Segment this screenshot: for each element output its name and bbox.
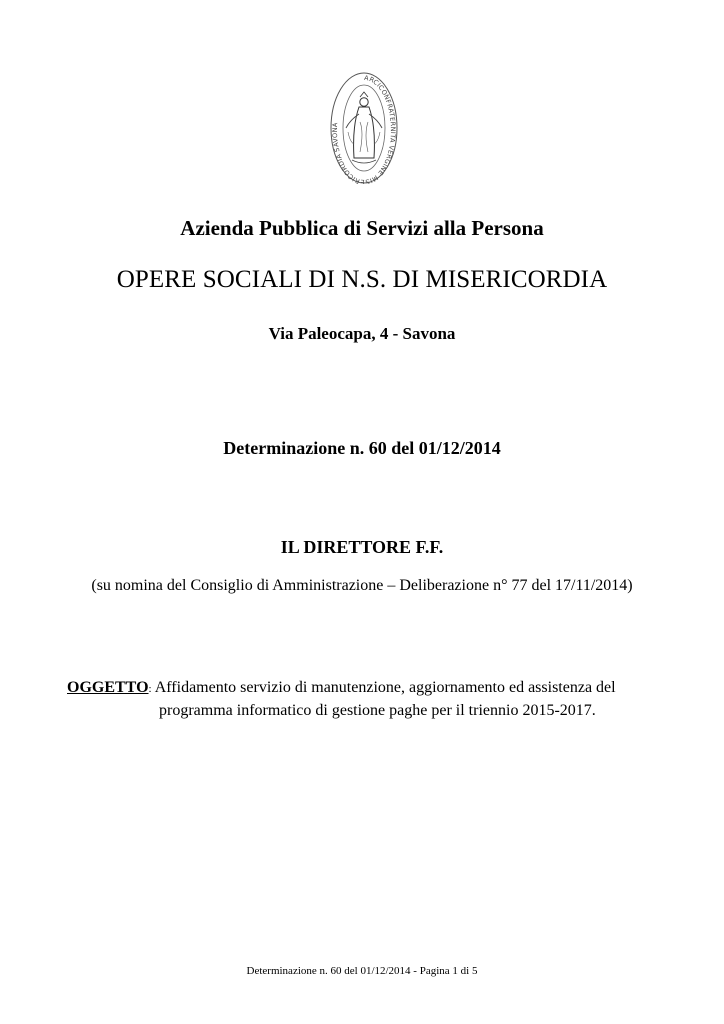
director-title: IL DIRETTORE F.F. — [280, 537, 444, 557]
address: Via Paleocapa, 4 - Savona — [268, 324, 456, 343]
svg-text:ARCICONFRATERNITA VERGINE MISE: ARCICONFRATERNITA VERGINE MISERICORDIA SAVONA — [330, 73, 397, 184]
seal-emblem-icon — [330, 72, 398, 184]
subject-colon: : — [148, 683, 152, 695]
page-footer: Determinazione n. 60 del 01/12/2014 - Pagina 1 di 5 — [246, 965, 478, 977]
determination-title: Determinazione n. 60 del 01/12/2014 — [223, 438, 501, 458]
subject-line-2: programma informatico di gestione paghe per il triennio 2015-2017. — [159, 702, 596, 719]
subject-label: OGGETTO — [67, 679, 149, 696]
agency-name: Azienda Pubblica di Servizi alla Persona — [180, 216, 544, 240]
subject-block — [67, 677, 667, 722]
subject-line-1: Affidamento servizio di manutenzione, aggiornamento ed assistenza del — [154, 679, 616, 696]
appointment-note: (su nomina del Consiglio di Amministrazione – Deliberazione n° 77 del 17/11/2014) — [91, 577, 633, 594]
organization-name: OPERE SOCIALI DI N.S. DI MISERICORDIA — [116, 266, 608, 293]
